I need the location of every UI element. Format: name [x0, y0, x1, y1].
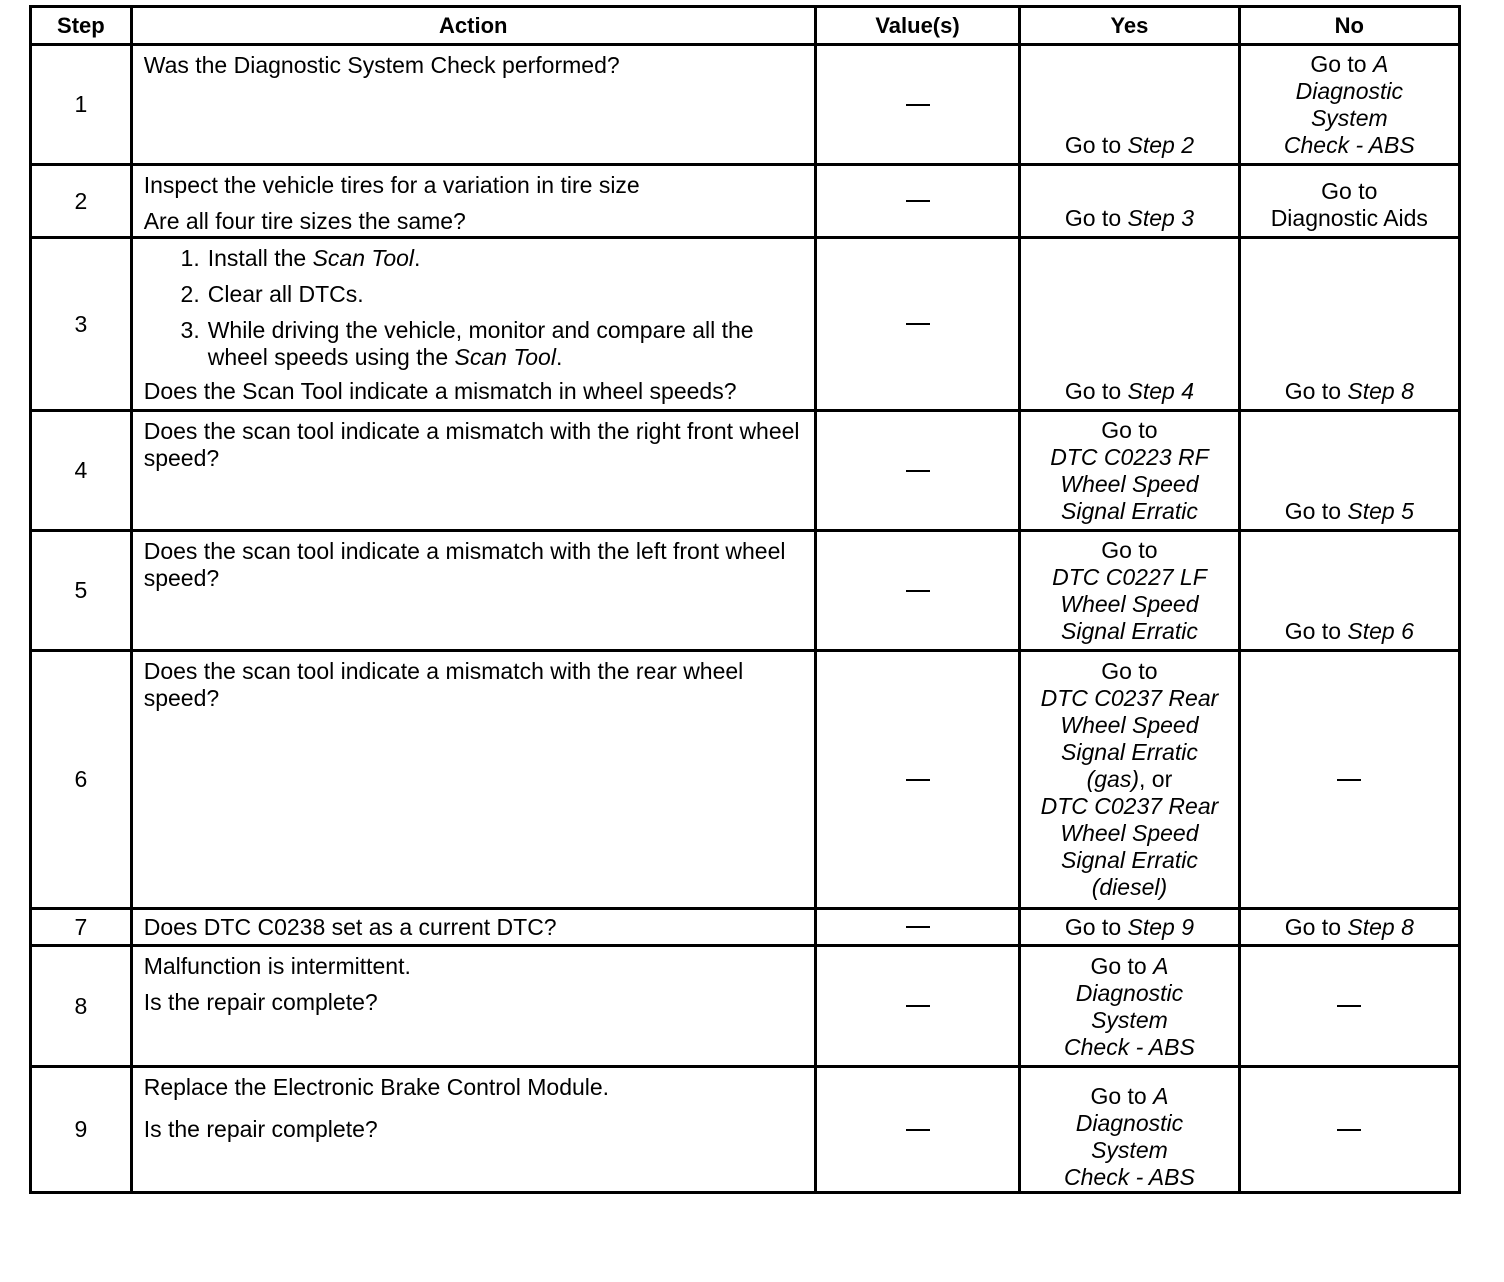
step-number: 3: [74, 310, 88, 337]
step-number: 8: [74, 992, 88, 1019]
no-cell: [1238, 652, 1458, 907]
list-number: 1.: [180, 245, 200, 271]
action-cell: [130, 239, 814, 409]
yes-cell: [1018, 412, 1237, 529]
yes-link-text[interactable]: DTC C0227 LF: [1052, 564, 1207, 590]
action-question: Is the repair complete?: [143, 989, 378, 1015]
no-cell: [1238, 947, 1458, 1065]
yes-cell: [1018, 910, 1237, 944]
action-question: Are all four tire sizes the same?: [143, 208, 466, 234]
no-cell: [1238, 166, 1458, 236]
value-cell: [814, 46, 1018, 163]
yes-cell: [1018, 652, 1237, 907]
header-yes: Yes: [1018, 8, 1237, 43]
yes-link[interactable]: Go to Step 9: [1064, 913, 1195, 940]
value-cell: [814, 652, 1018, 907]
dash-mark: [906, 590, 930, 592]
yes-link[interactable]: Go to Step 2: [1064, 132, 1195, 158]
list-item: [144, 245, 804, 272]
list-text: Clear all DTCs.: [207, 281, 364, 307]
yes-link-text[interactable]: Signal Erratic: [1061, 847, 1198, 873]
dash-mark: [906, 1129, 930, 1131]
diagnostic-table: [29, 5, 1461, 1194]
action-text: Replace the Electronic Brake Control Module.: [143, 1074, 610, 1100]
action-question: Does the scan tool indicate a mismatch with the right front wheel speed?: [143, 418, 800, 471]
yes-link-text[interactable]: (diesel): [1091, 874, 1168, 900]
yes-cell: [1018, 532, 1237, 649]
list-number: 2.: [180, 281, 200, 307]
action-cell: [130, 910, 814, 944]
no-link-text[interactable]: Check - ABS: [1283, 132, 1415, 158]
yes-cell: [1018, 947, 1237, 1065]
yes-link-text[interactable]: Go to: [1101, 658, 1158, 684]
yes-link-text[interactable]: System: [1091, 1137, 1168, 1163]
value-cell: [814, 412, 1018, 529]
yes-link[interactable]: Go to Step 3: [1064, 205, 1195, 231]
table-row: [32, 163, 1458, 236]
yes-cell: [1018, 1068, 1237, 1191]
no-link[interactable]: Go to Step 8: [1284, 913, 1414, 940]
yes-cell: [1018, 239, 1237, 409]
yes-link-text[interactable]: Go to: [1101, 417, 1158, 443]
value-cell: [814, 1068, 1018, 1191]
action-cell: [130, 652, 814, 907]
table-row: [32, 907, 1458, 944]
header-no: No: [1238, 8, 1458, 43]
step-number: 1: [74, 91, 88, 117]
step-number: 5: [74, 577, 88, 603]
yes-link[interactable]: Go to Step 4: [1064, 378, 1195, 404]
action-cell: [130, 947, 814, 1065]
table-row: [32, 409, 1458, 529]
dash-mark: [906, 779, 930, 781]
yes-cell: [1018, 46, 1237, 163]
list-text: Install the Scan Tool.: [207, 245, 421, 271]
header-step: Step: [57, 13, 105, 38]
action-text: Malfunction is intermittent.: [143, 953, 411, 979]
action-question: Is the repair complete?: [143, 1116, 378, 1142]
yes-link-text[interactable]: Diagnostic: [1075, 1110, 1184, 1136]
value-cell: [814, 532, 1018, 649]
no-cell: [1238, 532, 1458, 649]
yes-link-text[interactable]: Signal Erratic: [1061, 618, 1198, 644]
yes-link-text[interactable]: Check - ABS: [1064, 1164, 1195, 1190]
no-link[interactable]: Go to A: [1310, 51, 1389, 77]
value-cell: [814, 947, 1018, 1065]
no-cell: [1238, 239, 1458, 409]
yes-link-text[interactable]: Check - ABS: [1064, 1034, 1195, 1060]
table-row: [32, 944, 1458, 1065]
action-text: Was the Diagnostic System Check performed?: [143, 52, 620, 78]
no-cell: [1238, 1068, 1458, 1191]
table-header-row: [32, 8, 1458, 43]
yes-link-text[interactable]: System: [1091, 1007, 1168, 1033]
yes-link-text[interactable]: Wheel Speed: [1060, 820, 1199, 846]
yes-link-text[interactable]: Diagnostic: [1075, 980, 1184, 1006]
yes-link-text[interactable]: DTC C0237 Rear: [1040, 793, 1219, 819]
action-question: Does the scan tool indicate a mismatch with the left front wheel speed?: [143, 538, 786, 591]
table-row: [32, 649, 1458, 907]
yes-link-text[interactable]: (gas), or: [1086, 766, 1173, 792]
step-number: 4: [74, 457, 88, 483]
dash-mark: [906, 104, 930, 106]
yes-link[interactable]: Go to A: [1090, 1083, 1169, 1109]
action-cell: [130, 1068, 814, 1191]
list-text: While driving the vehicle, monitor and compare all the wheel speeds using the Scan Tool.: [207, 317, 754, 370]
no-link-text[interactable]: Diagnostic Aids: [1270, 205, 1428, 231]
no-link-text[interactable]: Go to: [1321, 178, 1378, 204]
yes-link-text[interactable]: Signal Erratic: [1061, 739, 1198, 765]
yes-link-text[interactable]: DTC C0223 RF: [1050, 444, 1209, 470]
dash-mark: [906, 323, 930, 325]
no-cell: [1238, 910, 1458, 944]
list-number: 3.: [180, 317, 200, 343]
table-row: [32, 529, 1458, 649]
step-number: 2: [74, 187, 88, 214]
dash-mark: [1337, 1005, 1361, 1007]
action-question: Does the Scan Tool indicate a mismatch in wheel speeds?: [143, 378, 737, 404]
header-values: Value(s): [814, 8, 1018, 43]
table-row: [32, 236, 1458, 409]
dash-mark: [906, 1005, 930, 1007]
value-cell: [814, 166, 1018, 236]
action-question: Does the scan tool indicate a mismatch with the rear wheel speed?: [143, 658, 744, 711]
list-item: [144, 281, 804, 308]
yes-link[interactable]: Go to A: [1090, 953, 1169, 979]
yes-link-text[interactable]: Go to: [1101, 537, 1158, 563]
no-link[interactable]: Go to Step 6: [1284, 618, 1414, 644]
no-cell: [1238, 46, 1458, 163]
dash-mark: [906, 926, 930, 928]
yes-link-text[interactable]: DTC C0237 Rear: [1040, 685, 1219, 711]
yes-link-text[interactable]: Wheel Speed: [1060, 471, 1199, 497]
header-action: Action: [130, 8, 814, 43]
action-cell: [130, 46, 814, 163]
action-cell: [130, 166, 814, 236]
value-cell: [814, 239, 1018, 409]
no-link-text[interactable]: System: [1310, 105, 1388, 131]
no-link[interactable]: Go to Step 8: [1284, 378, 1414, 404]
yes-cell: [1018, 166, 1237, 236]
yes-link-text[interactable]: Wheel Speed: [1060, 712, 1199, 738]
step-number: 6: [74, 766, 88, 792]
action-text: Inspect the vehicle tires for a variation in tire size: [143, 172, 640, 198]
table-row: [32, 1065, 1458, 1191]
value-cell: [814, 910, 1018, 944]
dash-mark: [906, 470, 930, 472]
yes-link-text[interactable]: Wheel Speed: [1060, 591, 1199, 617]
action-cell: [130, 532, 814, 649]
list-item: [144, 317, 804, 371]
dash-mark: [906, 200, 930, 202]
dash-mark: [1337, 1129, 1361, 1131]
no-link-text[interactable]: Diagnostic: [1295, 78, 1403, 104]
step-number: 9: [74, 1116, 88, 1142]
action-question: Does DTC C0238 set as a current DTC?: [143, 914, 557, 940]
step-number: 7: [74, 913, 88, 940]
no-link[interactable]: Go to Step 5: [1284, 498, 1414, 524]
yes-link-text[interactable]: Signal Erratic: [1061, 498, 1198, 524]
no-cell: [1238, 412, 1458, 529]
dash-mark: [1337, 779, 1361, 781]
table-row: [32, 43, 1458, 163]
action-cell: [130, 412, 814, 529]
